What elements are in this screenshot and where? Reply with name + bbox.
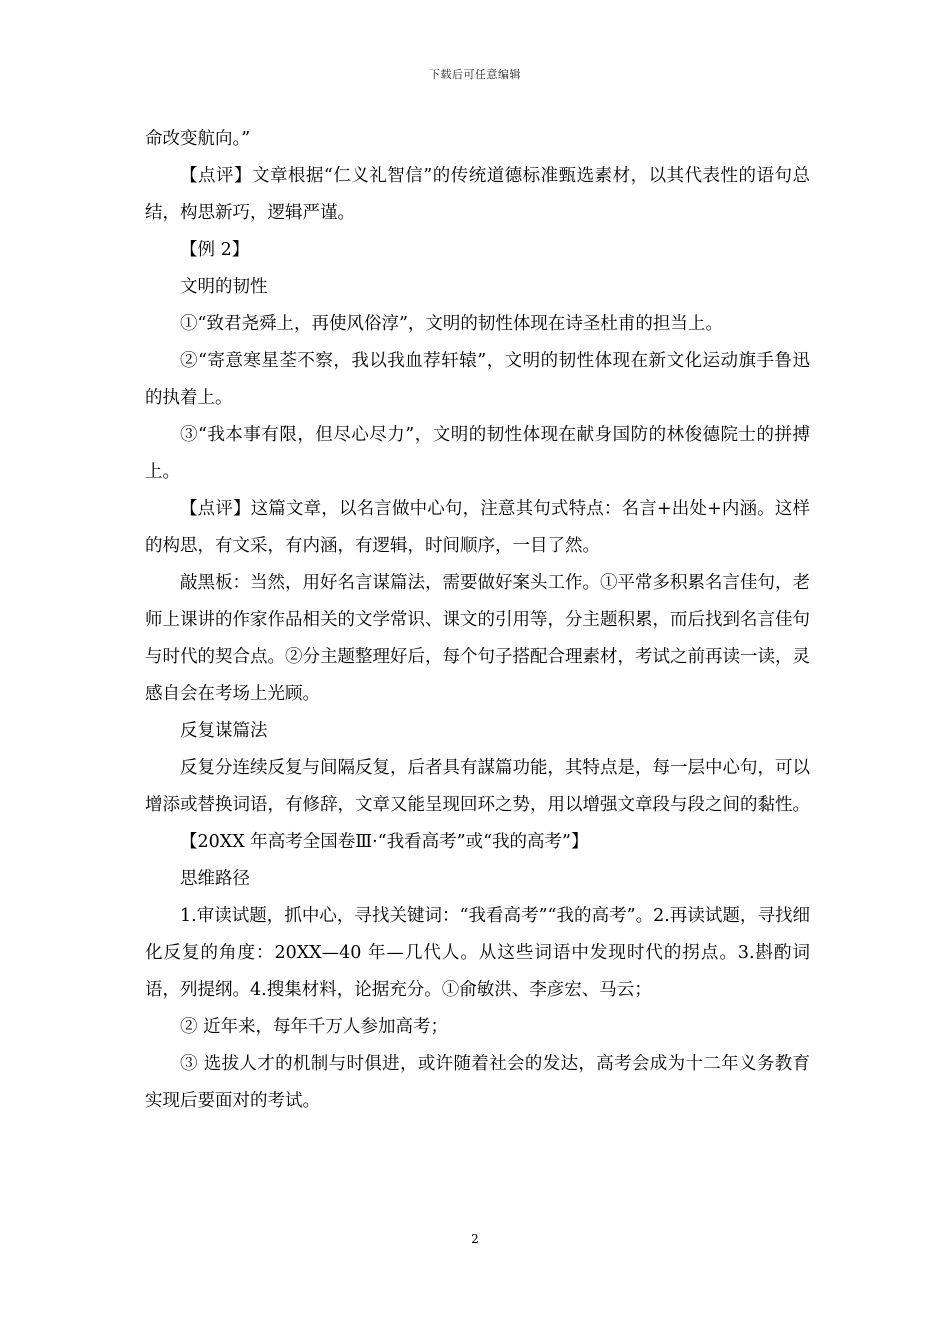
paragraph-heading: 思维路径 — [180, 869, 250, 889]
paragraph-heading: 反复谋篇法 — [180, 721, 268, 741]
paragraph: 反复分连续反复与间隔反复，后者具有謀篇功能，其特点是，每一层中心句，可以增添或替换词语，有修辞，文章又能呈现回环之势，用以增强文章段与段之间的黏性。 — [145, 758, 810, 815]
paragraph: ③“我本事有限，但尽心尽力”，文明的韧性体现在献身国防的林俊德院士的拼搏上。 — [145, 425, 810, 482]
paragraph: ①“致君尧舜上，再使风俗淳”，文明的韧性体现在诗圣杜甫的担当上。 — [180, 314, 723, 334]
paragraph: 敲黑板：当然，用好名言谋篇法，需要做好案头工作。①平常多积累名言佳句，老师上课讲的作家作品相关的文学常识、课文的引用等，分主题积累，而后找到名言佳句与时代的契合点。②分主题整理好后，每个句子搭配合理素材，考试之前再读一读，灵感自会在考场上光顾。 — [145, 573, 810, 704]
paragraph-heading: 【例 2】 — [180, 240, 250, 260]
paragraph: ③ 选拔人才的机制与时俱进，或许随着社会的发达，高考会成为十二年义务教育实现后要面对的考试。 — [145, 1054, 810, 1111]
paragraph: 【点评】这篇文章，以名言做中心句，注意其句式特点：名言+出处+内涵。这样的构思，有文采，有内涵，有逻辑，时间顺序，一目了然。 — [145, 499, 810, 556]
paragraph: 1.审读试题，抓中心，寻找关键词：“我看高考”“我的高考”。2.再读试题，寻找细化反复的角度：20XX—40 年—几代人。从这些词语中发现时代的拐点。3.斟酌词语，列提纲。4.搜集材料，论据充分。①俞敏洪、李彦宏、马云； — [145, 906, 810, 1000]
paragraph: ②“寄意寒星荃不察，我以我血荐轩辕”，文明的韧性体现在新文化运动旗手鲁迅的执着上。 — [145, 351, 810, 408]
paragraph: 命改变航向。” — [145, 129, 251, 149]
page-number: 2 — [471, 1232, 479, 1246]
paragraph: ② 近年来，每年千万人参加高考； — [180, 1017, 449, 1037]
document-body — [145, 121, 810, 1120]
paragraph-heading: 【20XX 年高考全国卷Ⅲ·“我看高考”或“我的高考”】 — [180, 832, 589, 852]
paragraph-heading: 文明的韧性 — [180, 277, 268, 297]
page-header: 下载后可任意编辑 — [429, 68, 521, 81]
paragraph: 【点评】文章根据“仁义礼智信”的传统道德标准甄选素材，以其代表性的语句总结，构思新巧，逻辑严谨。 — [145, 166, 810, 223]
